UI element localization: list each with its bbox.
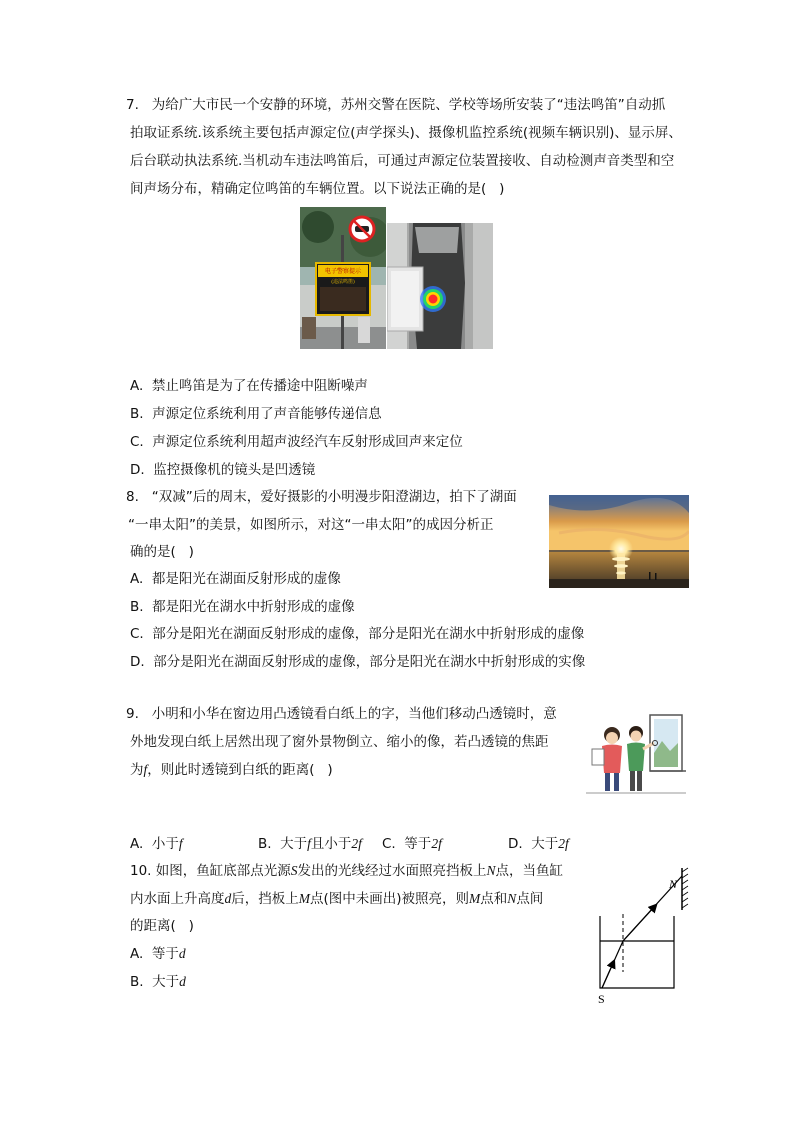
q7-option-a: A. 禁止鸣笛是为了在传播途中阻断噪声 bbox=[130, 378, 368, 394]
q10-option-a: A. 等于d bbox=[130, 946, 186, 962]
sign-subtext: (违法鸣笛) bbox=[331, 280, 355, 285]
q9-option-b: B. 大于f且小于2f bbox=[258, 836, 362, 852]
q8-option-d: D. 部分是阳光在湖面反射形成的虚像，部分是阳光在湖水中折射形成的实像 bbox=[130, 654, 586, 670]
q9-line-1: 9. 小明和小华在窗边用凸透镜看白纸上的字，当他们移动凸透镜时，意 bbox=[126, 706, 557, 722]
q10-option-b: B. 大于d bbox=[130, 974, 186, 990]
q7-line-2: 拍取证系统.该系统主要包括声源定位(声学探头)、摄像机监控系统(视频车辆识别)、显示屏、 bbox=[130, 125, 682, 141]
fish-tank-light-diagram bbox=[590, 864, 700, 1010]
no-horn-sign-photo bbox=[300, 207, 386, 349]
q8-option-b: B. 都是阳光在湖水中折射形成的虚像 bbox=[130, 599, 355, 615]
q9-line-3: 为f，则此时透镜到白纸的距离( ) bbox=[130, 762, 333, 778]
diagram-label-n: N bbox=[669, 877, 678, 891]
q7-line-4: 间声场分布，精确定位鸣笛的车辆位置。以下说法正确的是( ) bbox=[130, 181, 505, 197]
q7-option-c: C. 声源定位系统利用超声波经汽车反射形成回声来定位 bbox=[130, 434, 463, 450]
q9-option-a: A. 小于f bbox=[130, 836, 183, 852]
q9-option-d: D. 大于2f bbox=[508, 836, 569, 852]
focal-length-symbol: f bbox=[143, 762, 148, 777]
q7-line-1: 7. 为给广大市民一个安静的环境，苏州交警在医院、学校等场所安装了“违法鸣笛”自动抓 bbox=[126, 97, 666, 113]
q7-line-3: 后台联动执法系统.当机动车违法鸣笛后，可通过声源定位装置接收、自动检测声音类型和空 bbox=[130, 153, 675, 169]
q8-line-3: 确的是( ) bbox=[130, 544, 194, 560]
q10-line-2: 内水面上升高度d后，挡板上M点(图中未画出)被照亮，则M点和N点间 bbox=[130, 891, 544, 907]
q10-line-1: 10. 如图，鱼缸底部点光源S发出的光线经过水面照亮挡板上N点，当鱼缸 bbox=[130, 863, 564, 879]
q8-option-c: C. 部分是阳光在湖面反射形成的虚像，部分是阳光在湖水中折射形成的虚像 bbox=[130, 626, 585, 642]
diagram-label-s: S bbox=[598, 992, 605, 1006]
q8-line-1: 8. “双减”后的周末，爱好摄影的小明漫步阳澄湖边，拍下了湖面 bbox=[126, 489, 517, 505]
lake-sunset-photo bbox=[549, 495, 689, 588]
q7-option-b: B. 声源定位系统利用了声音能够传递信息 bbox=[130, 406, 382, 422]
q9-option-c: C. 等于2f bbox=[382, 836, 442, 852]
q7-option-d: D. 监控摄像机的镜头是凹透镜 bbox=[130, 462, 316, 478]
q8-line-2: “一串太阳”的美景，如图所示，对这“一串太阳”的成因分析正 bbox=[128, 517, 494, 533]
sign-text: 电子警察提示 bbox=[324, 269, 362, 275]
q8-option-a: A. 都是阳光在湖面反射形成的虚像 bbox=[130, 571, 341, 587]
students-window-illustration bbox=[586, 713, 686, 798]
sound-localization-heatmap-photo bbox=[387, 223, 493, 349]
q9-line-2: 外地发现白纸上居然出现了窗外景物倒立、缩小的像，若凸透镜的焦距 bbox=[130, 734, 549, 750]
q10-line-3: 的距离( ) bbox=[130, 918, 194, 934]
